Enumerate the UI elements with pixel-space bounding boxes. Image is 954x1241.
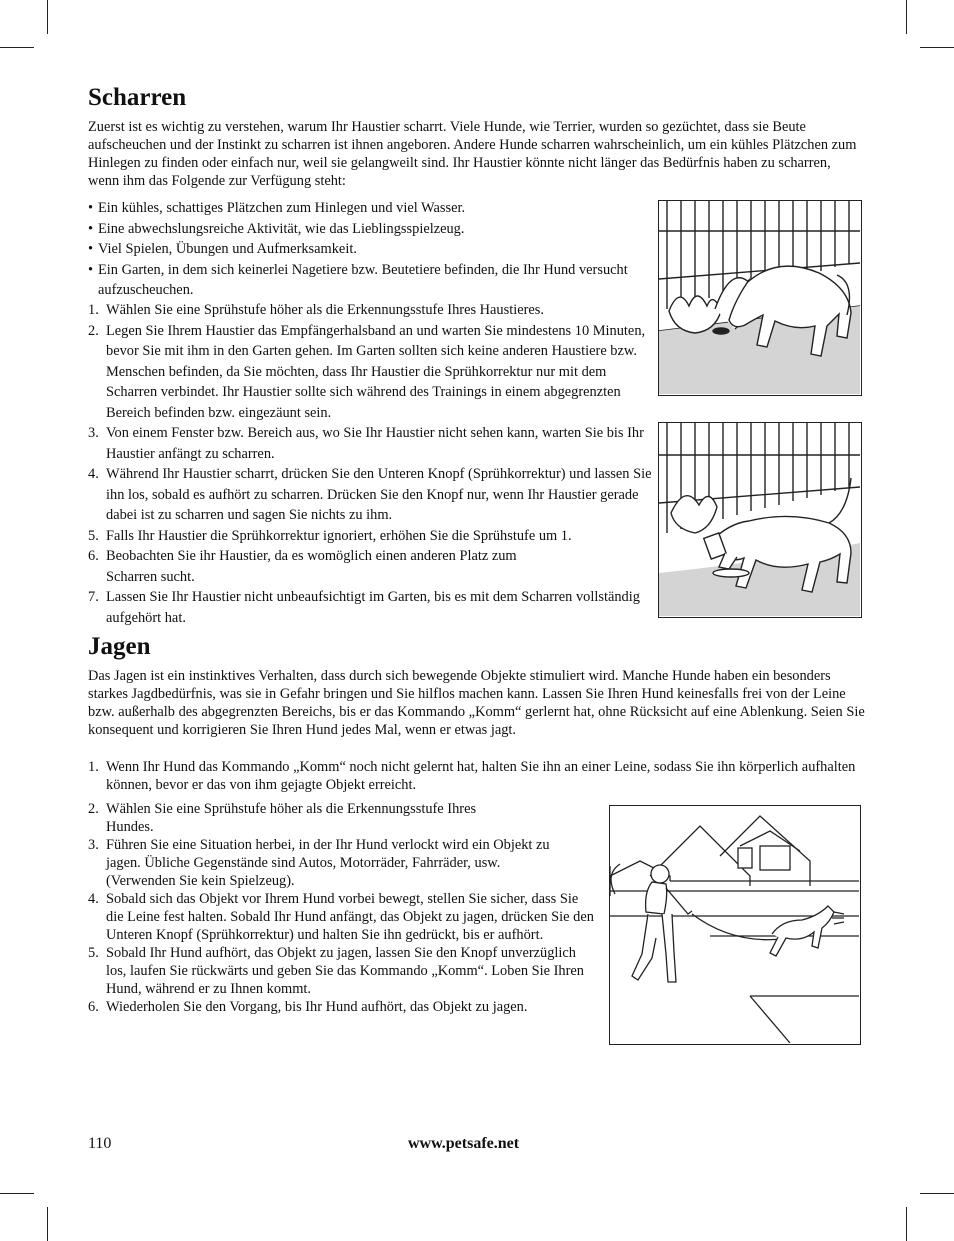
scharren-steps — [88, 300, 653, 628]
list-item: • Ein kühles, schattiges Plätzchen zum Hinlegen und viel Wasser. — [88, 200, 466, 216]
page-number: 110 — [88, 1135, 112, 1152]
list-item: 7. Lassen Sie Ihr Haustier nicht unbeaufsichtigt im Garten, bis es mit dem Scharren vollständig aufgehört hat. — [88, 589, 640, 626]
chase-scene-drawing — [610, 806, 859, 1043]
list-item: 3. Von einem Fenster bzw. Bereich aus, wo Sie Ihr Haustier nicht sehen kann, warten Sie bis Ihr Haustier anfängt zu scharren. — [88, 425, 644, 462]
list-item: • Ein Garten, in dem sich keinerlei Nagetiere bzw. Beutetiere befinden, die Ihr Hund versucht aufzuscheuchen. — [88, 261, 628, 298]
list-item: 2. Wählen Sie eine Sprühstufe höher als die Erkennungsstufe Ihres Hundes. — [88, 801, 477, 835]
crop-mark — [47, 0, 48, 34]
crop-mark — [0, 1193, 34, 1194]
list-item: • Viel Spielen, Übungen und Aufmerksamkeit. — [88, 241, 357, 257]
crop-mark — [47, 1207, 48, 1241]
jagen-steps — [88, 800, 598, 1016]
section-heading-jagen: Jagen — [88, 633, 151, 660]
list-item: 4. Während Ihr Haustier scharrt, drücken Sie den Unteren Knopf (Sprühkorrektur) und lassen Sie ihn los, sobald es aufhört zu scharren. Drücken Sie den Knopf nur, wenn Ihr Haustier gerade dabei ist zu scharren und sagen Sie nichts zu ihm. — [88, 466, 652, 523]
crop-mark — [920, 47, 954, 48]
list-item: 4. Sobald sich das Objekt vor Ihrem Hund vorbei bewegt, stellen Sie sicher, dass Sie die Leine fest halten. Sobald Ihr Hund anfängt, das Objekt zu jagen, drücken Sie den Unteren Knopf (Sprühkorrektur) und halten Sie ihn gedrückt, bis er aufhört. — [88, 891, 594, 943]
list-item: 1. Wählen Sie eine Sprühstufe höher als die Erkennungsstufe Ihres Haustieres. — [88, 302, 544, 318]
list-item: 5. Sobald Ihr Hund aufhört, das Objekt zu jagen, lassen Sie den Knopf unverzüglich los, laufen Sie rückwärts und geben Sie das Kommando „Komm“. Loben Sie Ihren Hund, während er zu Ihnen kommt. — [88, 945, 584, 997]
section-heading-scharren: Scharren — [88, 84, 187, 111]
crop-mark — [906, 0, 907, 34]
jagen-intro: Das Jagen ist ein instinktives Verhalten, dass durch sich bewegende Objekte stimuliert wird. Manche Hunde haben ein besonders starkes Jagdbedürfnis, was sie in Gefahr bringen und Sie hilflos machen kann. Lassen Sie Ihren Hund keinesfalls frei von der Leine bzw. außerhalb des abgegrenzten Bereichs, bis er das Kommando „Komm“ gerlernt hat, ohne Rücksicht auf eine Ablenkung. Seien Sie konsequent und korrigieren Sie Ihren Hund jedes Mal, wenn er etwas jagt. — [88, 668, 865, 738]
scharren-bullet-list — [88, 198, 633, 301]
list-item: 6. Beobachten Sie ihr Haustier, da es womöglich einen anderen Platz zum Scharren sucht. — [88, 548, 517, 585]
illustration-dog-chasing — [609, 805, 861, 1045]
crop-mark — [0, 47, 34, 48]
footer-url[interactable]: www.petsafe.net — [408, 1135, 520, 1152]
illustration-dog-fence-sniffing — [658, 200, 862, 396]
list-item: • Eine abwechslungsreiche Aktivität, wie das Lieblingsspielzeug. — [88, 220, 465, 237]
list-item: 6. Wiederholen Sie den Vorgang, bis Ihr Hund aufhört, das Objekt zu jagen. — [88, 999, 528, 1015]
illustration-dog-digging-collar — [658, 422, 862, 618]
list-item: 5. Falls Ihr Haustier die Sprühkorrektur ignoriert, erhöhen Sie die Sprühstufe um 1. — [88, 527, 572, 544]
list-item: 3. Führen Sie eine Situation herbei, in der Ihr Hund verlockt wird ein Objekt zu jagen. Übliche Gegenstände sind Autos, Motorräder, Fahrräder, usw. (Verwenden Sie kein Spielzeug). — [88, 837, 550, 889]
list-item: 2. Legen Sie Ihrem Haustier das Empfängerhalsband an und warten Sie mindestens 10 Minuten, bevor Sie mit ihm in den Garten gehen. Im Garten sollten sich keine anderen Haustiere bzw. Menschen befinden, da Sie möchten, dass Ihr Haustier die Sprühkorrektur nur mit dem Scharren verbindet. Ihr Haustier sollte sich während des Trainings in einem abgegrenzten Bereich befinden bzw. eingezäunt sein. — [88, 322, 646, 421]
list-item: 1. Wenn Ihr Hund das Kommando „Komm“ noch nicht gelernt hat, halten Sie ihn an einer Leine, sodass Sie ihn körperlich aufhalten können, bevor er das von ihm gejagte Objekt erreicht. — [88, 759, 856, 793]
jagen-step-1 — [88, 758, 863, 794]
dog-spray-collar-drawing — [659, 423, 860, 616]
dog-digging-drawing — [659, 201, 860, 394]
crop-mark — [906, 1207, 907, 1241]
scharren-intro: Zuerst ist es wichtig zu verstehen, warum Ihr Haustier scharrt. Viele Hunde, wie Terrier, wurden so gezüchtet, dass sie Beute aufscheuchen und der Instinkt zu scharren ist ihnen angeboren. Andere Hunde scharren wahrscheinlich, um ein kühles Plätzchen zum Hinlegen zu finden oder einfach nur, weil sie gelangweilt sind. Ihr Haustier könnte nicht länger das Bedürfnis haben zu scharren, wenn ihm das Folgende zur Verfügung steht: — [88, 119, 857, 189]
crop-mark — [920, 1193, 954, 1194]
